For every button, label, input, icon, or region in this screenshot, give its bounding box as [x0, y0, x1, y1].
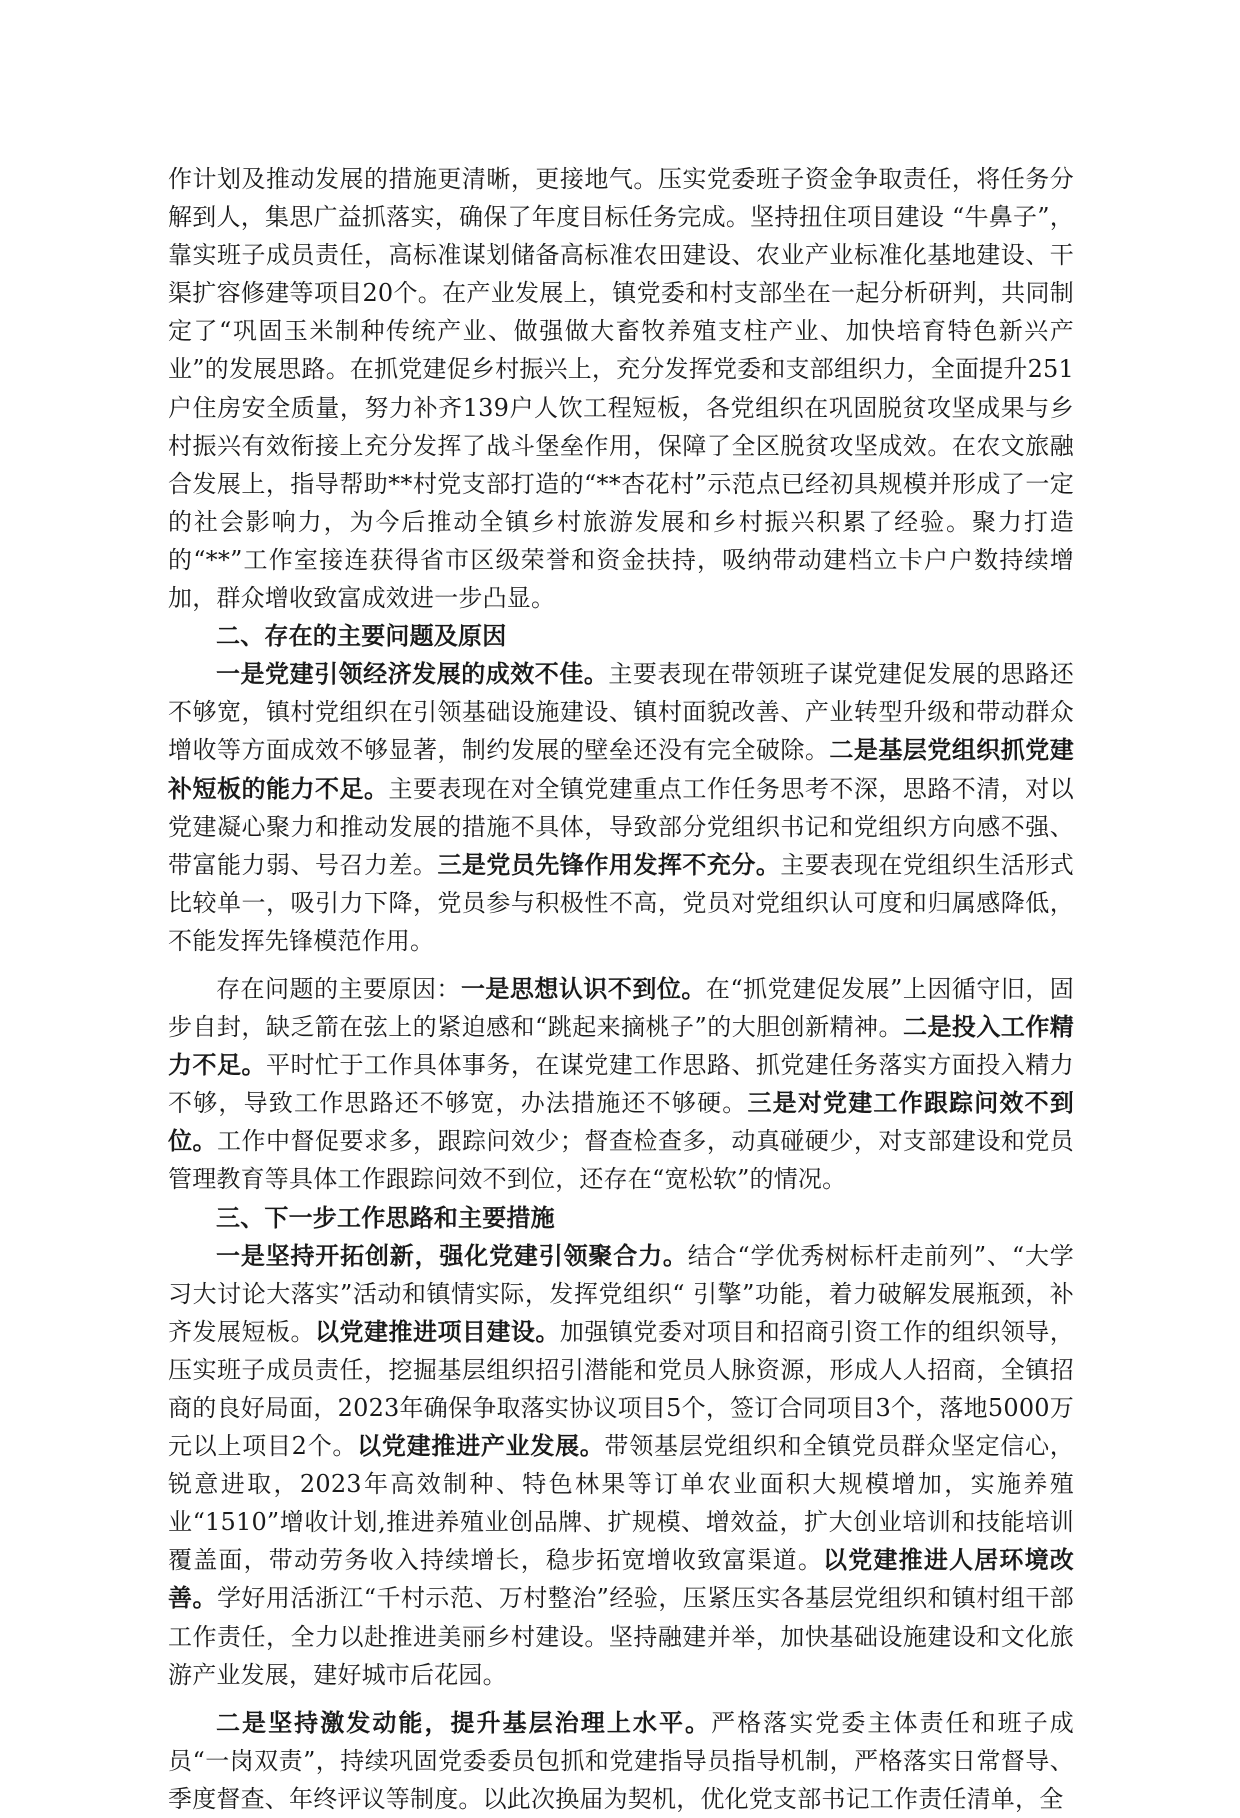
bold-lead-1: 一是思想认识不到位。 — [460, 973, 706, 1003]
bold-lead-3: 三是党员先锋作用发挥不充分。 — [437, 849, 781, 879]
heading-text: 三、下一步工作思路和主要措施 — [216, 1202, 555, 1232]
paragraph-achievements — [168, 160, 1074, 617]
bold-lead-3: 三是对党建工作跟踪问效不到位。 — [168, 1088, 1074, 1156]
paragraph-text: 作计划及推动发展的措施更清晰，更接地气。压实党委班子资金争取责任，将任务分解到人，集思广益抓落实，确保了年度目标任务完成。坚持扭住项目建设 “牛鼻子”，靠实班子成员责任，高标准谋划储备高标准农田建设、农业产业标准化基地建设、干渠扩容修建等项目20个。在产业发展上，镇党委和村支部坐在一起分析研判，共同制定了“巩固玉米制种传统产业、做强做大畜牧养殖支柱产业、加快培育特色新兴产业”的发展思路。在抓党建促乡村振兴上，充分发挥党委和支部组织力，全面提升251户住房安全质量，努力补齐139户人饮工程短板，各党组织在巩固脱贫攻坚成果与乡村振兴有效衔接上充分发挥了战斗堡垒作用，保障了全区脱贫攻坚成效。在农文旅融合发展上，指导帮助**村党支部打造的“**杏花村”示范点已经初具规模并形成了一定的社会影响力，为今后推动全镇乡村旅游发展和乡村振兴积累了经验。聚力打造的“**”工作室接连获得省市区级荣誉和资金扶持，吸纳带动建档立卡户户数持续增加，群众增收致富成效进一步凸显。 — [168, 165, 1074, 613]
bold-lead-3: 以党建推进产业发展。 — [357, 1431, 605, 1461]
paragraph-causes — [168, 970, 1074, 1199]
paragraph-text: 平时忙于工作具体事务，在谋党建工作思路、抓党建任务落实方面投入精力不够，导致工作思路还不够宽，办法措施还不够硬。 — [168, 1051, 1074, 1118]
document-body — [168, 160, 1074, 1818]
paragraph-text: 带领基层党组织和全镇党员群众坚定信心，锐意进取，2023年高效制种、特色林果等订单农业面积大规模增加，实施养殖业“1510”增收计划,推进养殖业创品牌、扩规模、增效益，扩大创业培训和技能培训覆盖面，带动劳务收入持续增长，稳步拓宽增收致富渠道。 — [168, 1432, 1075, 1575]
paragraph-text: 在“抓党建促发展”上因循守旧，固步自封，缺乏箭在弦上的紧迫感和“跳起来摘桃子”的大胆创新精神。 — [168, 974, 1075, 1042]
bold-lead-1: 一是坚持开拓创新，强化党建引领聚合力。 — [216, 1240, 688, 1270]
bold-lead-4: 以党建推进人居环境改善。 — [168, 1545, 1074, 1613]
paragraph-text: 学好用活浙江“千村示范、万村整治”经验，压紧压实各基层党组织和镇村组干部工作责任，全力以赴推进美丽乡村建设。坚持融建并举，加快基础设施建设和文化旅游产业发展，建好城市后花园。 — [168, 1584, 1074, 1689]
paragraph-text: 主要表现在对全镇党建重点工作任务思考不深，思路不清，对以党建凝心聚力和推动发展的措施不具体，导致部分党组织书记和党组织方向感不强、带富能力弱、号召力差。 — [168, 774, 1074, 879]
paragraph-text: 结合“学优秀树标杆走前列”、“大学习大讨论大落实”活动和镇情实际，发挥党组织“ 引擎”功能，着力破解发展瓶颈，补齐发展短板。 — [168, 1241, 1074, 1346]
heading-text: 二、存在的主要问题及原因 — [216, 621, 507, 651]
section-heading-next-steps — [168, 1199, 1074, 1237]
paragraph-text: 严格落实党委主体责任和班子成员“一岗双责”，持续巩固党委委员包抓和党建指导员指导机制，严格落实日常督导、季度督查、年终评议等制度。以此次换届为契机，优化党支部书记工作责任清单，全 — [168, 1708, 1074, 1813]
paragraph-text: 加强镇党委对项目和招商引资工作的组织领导，压实班子成员责任，挖掘基层组织招引潜能和党员人脉资源，形成人人招商，全镇招商的良好局面，2023年确保争取落实协议项目5个，签订合同项目3个，落地5000万元以上项目2个。 — [168, 1317, 1075, 1461]
bold-lead-2: 以党建推进项目建设。 — [314, 1316, 560, 1346]
section-heading-problems — [168, 617, 1074, 655]
paragraph-measure-1 — [168, 1237, 1074, 1694]
paragraph-text: 主要表现在带领班子谋党建促发展的思路还不够宽，镇村党组织在引领基础设施建设、镇村面貌改善、产业转型升级和带动群众增收等方面成效不够显著，制约发展的壁垒还没有完全破除。 — [168, 660, 1074, 765]
bold-lead-1: 二是坚持激发动能，提升基层治理上水平。 — [216, 1707, 712, 1737]
paragraph-measure-2 — [168, 1704, 1074, 1818]
bold-lead-1: 一是党建引领经济发展的成效不佳。 — [216, 659, 609, 689]
paragraph-text: 存在问题的主要原因： — [216, 974, 461, 1003]
paragraph-text: 主要表现在党组织生活形式比较单一，吸引力下降，党员参与积极性不高，党员对党组织认可度和归属感降低，不能发挥先锋模范作用。 — [168, 850, 1074, 955]
bold-lead-2: 二是基层党组织抓党建补短板的能力不足。 — [168, 735, 1074, 803]
bold-lead-2: 二是投入工作精力不足。 — [168, 1012, 1074, 1080]
paragraph-problems — [168, 655, 1074, 960]
paragraph-text: 工作中督促要求多，跟踪问效少；督查检查多，动真碰硬少，对支部建设和党员管理教育等具体工作跟踪问效不到位，还存在“宽松软”的情况。 — [168, 1127, 1075, 1194]
